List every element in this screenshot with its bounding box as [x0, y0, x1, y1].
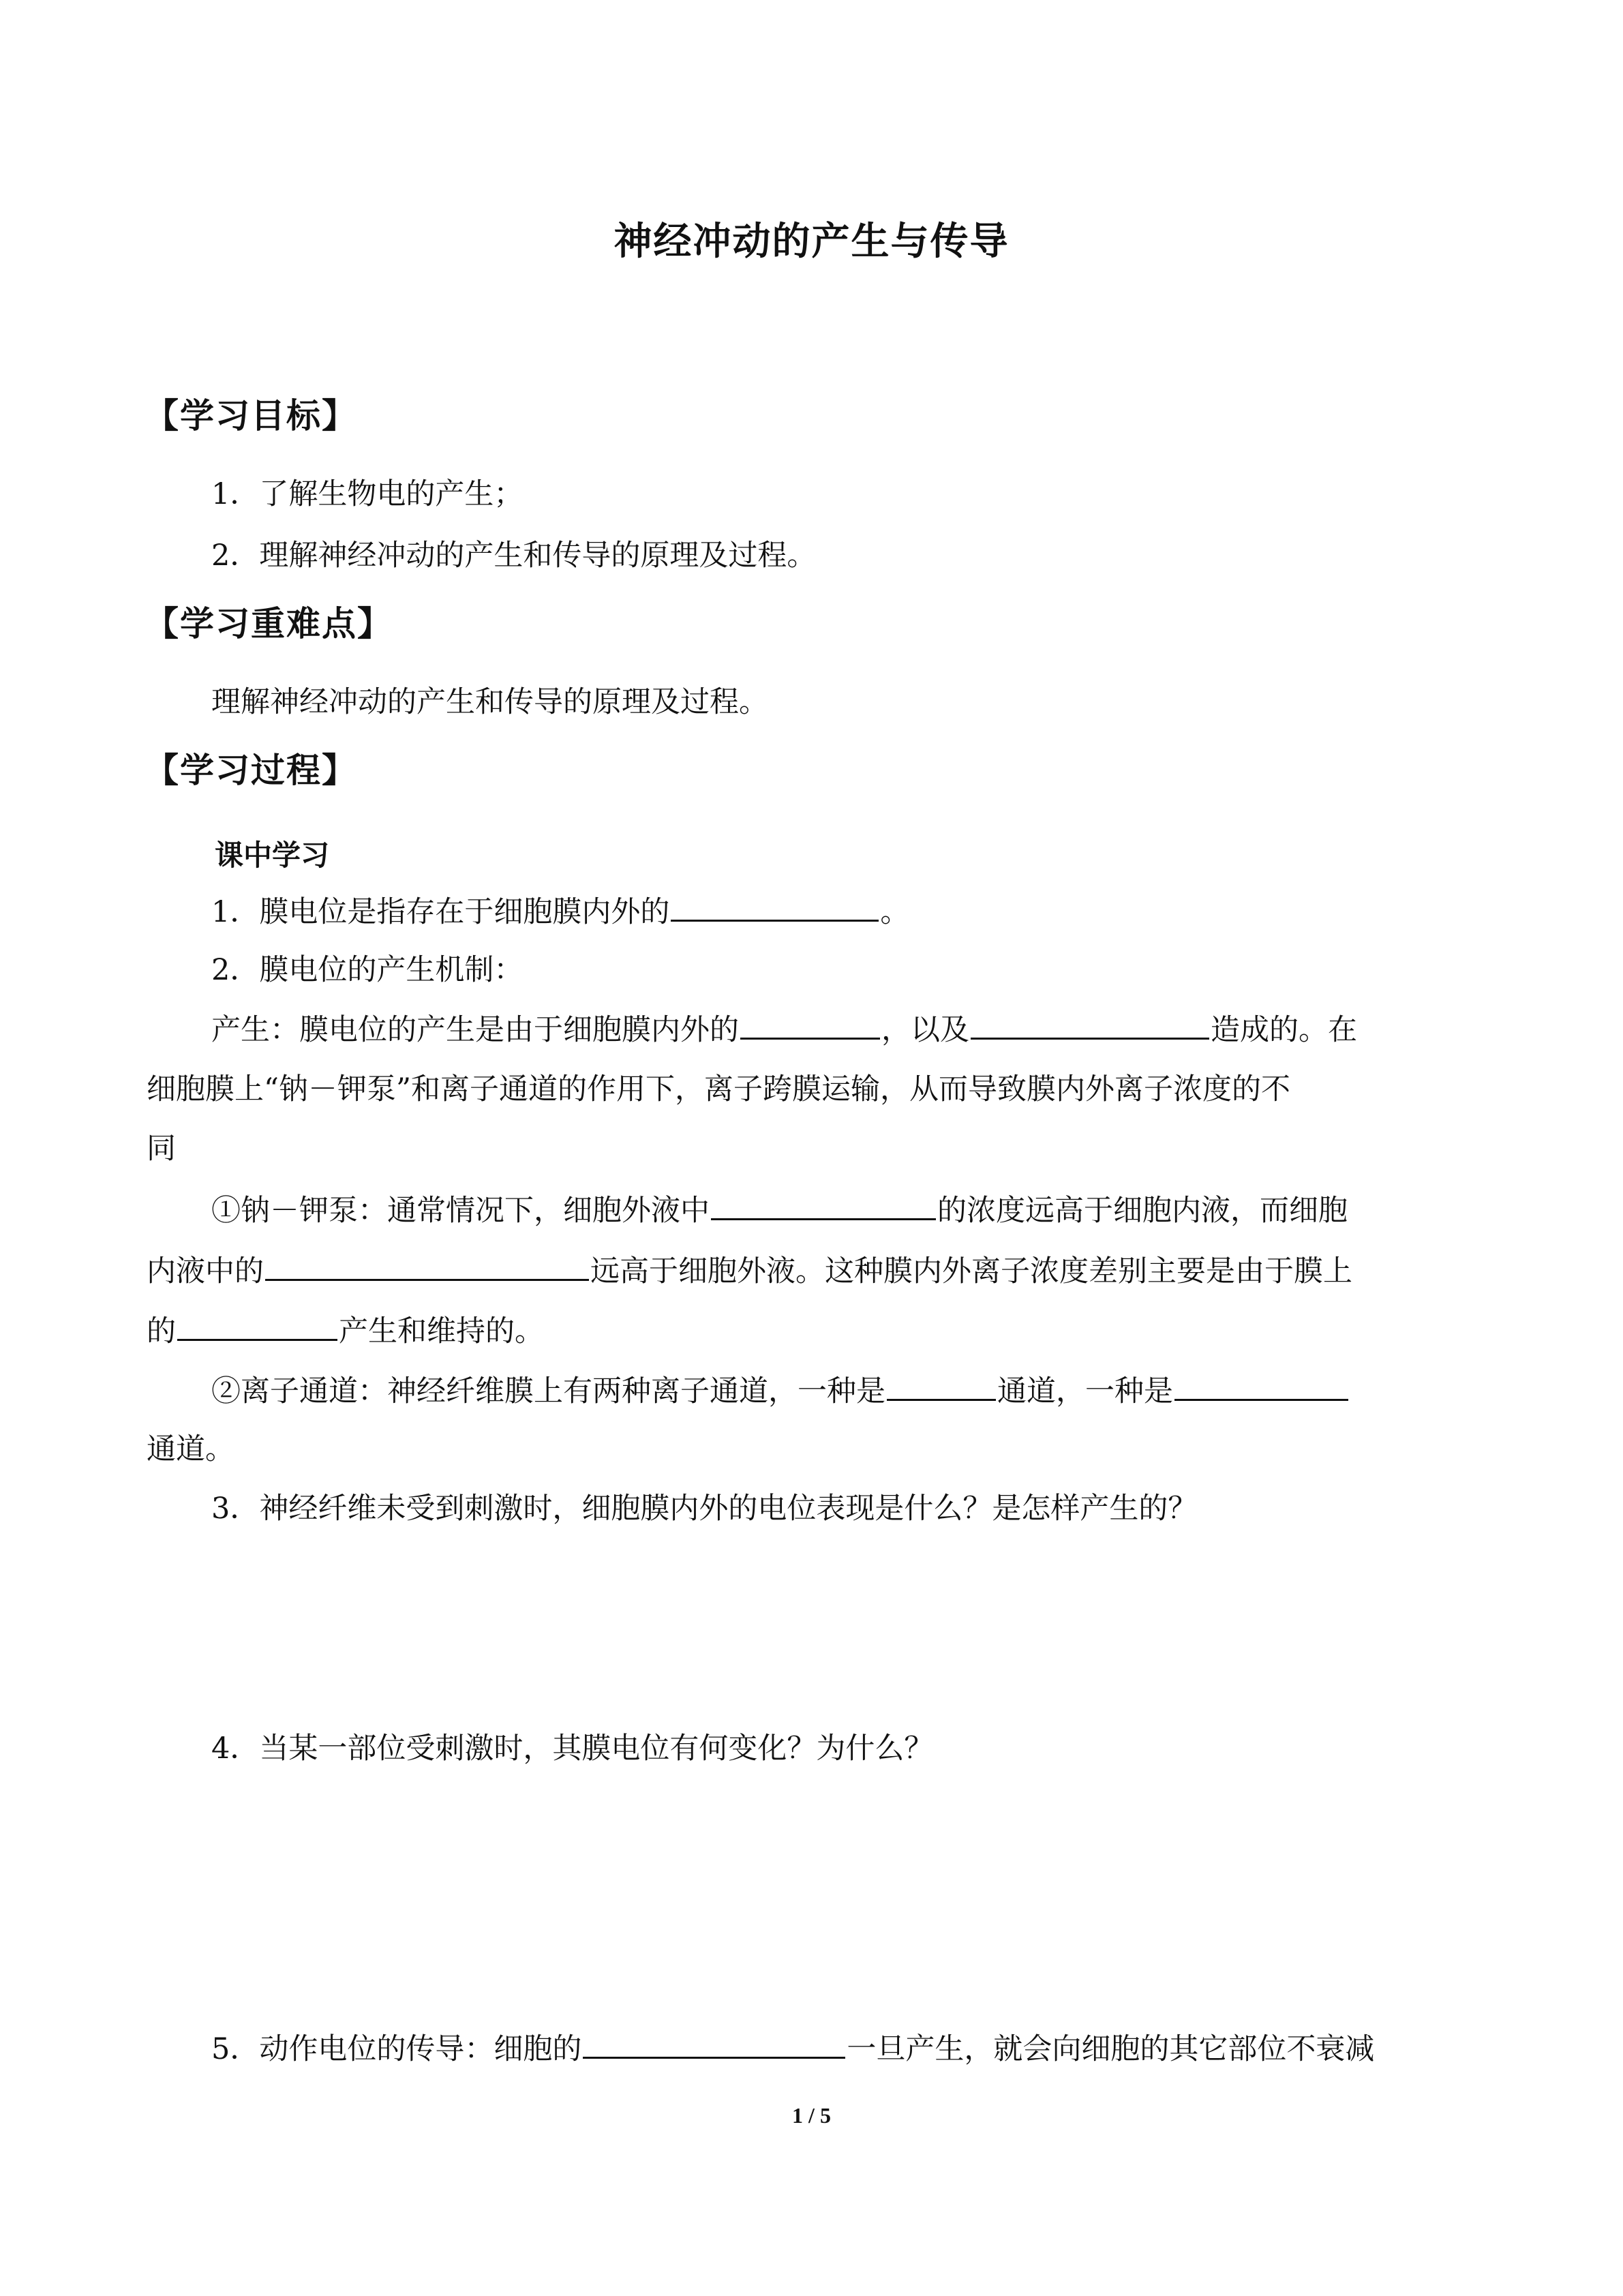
process-heading: 【学习过程】 [145, 751, 357, 790]
goal-1: 1．了解生物电的产生； [211, 477, 524, 511]
page-title: 神经冲动的产生与传导 [613, 220, 1010, 264]
pump-line-3 [147, 1309, 544, 1352]
pump3-text-end: 产生和维持的。 [339, 1314, 544, 1348]
question-2a-end: 造成的。在 [1211, 1013, 1357, 1047]
goals-heading: 【学习目标】 [145, 396, 357, 436]
goal-2: 2．理解神经冲动的产生和传导的原理及过程。 [211, 539, 817, 573]
question-1-text: 1．膜电位是指存在于细胞膜内外的 [211, 895, 670, 929]
answer-blank[interactable] [740, 1008, 880, 1040]
answer-blank[interactable] [1174, 1369, 1348, 1401]
page-number: 1 / 5 [792, 2103, 831, 2128]
question-2-continued-2: 同 [147, 1132, 176, 1166]
answer-blank[interactable] [177, 1309, 337, 1341]
channel-text-mid: 通道，一种是 [997, 1374, 1173, 1408]
question-2-continued: 细胞膜上“钠－钾泵”和离子通道的作用下，离子跨膜运输，从而导致膜内外离子浓度的不 [147, 1072, 1290, 1106]
question-2a-mid: ，以及 [881, 1013, 969, 1047]
question-5-text: 5．动作电位的传导：细胞的 [211, 2032, 582, 2066]
answer-blank[interactable] [583, 2027, 845, 2059]
key-points-text: 理解神经冲动的产生和传导的原理及过程。 [211, 685, 768, 719]
key-points-heading: 【学习重难点】 [145, 604, 393, 644]
answer-blank[interactable] [887, 1369, 996, 1401]
question-4: 4．当某一部位受刺激时，其膜电位有何变化？为什么？ [211, 1732, 934, 1766]
pump-line-2 [147, 1249, 1352, 1292]
answer-blank[interactable] [971, 1008, 1209, 1040]
answer-blank[interactable] [671, 890, 879, 922]
sodium-potassium-pump [211, 1188, 1348, 1231]
pump-text-end: 的浓度远高于细胞内液，而细胞 [937, 1194, 1348, 1228]
question-3: 3．神经纤维未受到刺激时，细胞膜内外的电位表现是什么？是怎样产生的？ [211, 1492, 1198, 1526]
pump-text: ①钠－钾泵：通常情况下，细胞外液中 [211, 1194, 710, 1228]
answer-blank[interactable] [265, 1249, 589, 1281]
question-2: 2．膜电位的产生机制： [211, 953, 524, 987]
question-5 [211, 2027, 1374, 2070]
question-2a-text: 产生：膜电位的产生是由于细胞膜内外的 [211, 1013, 739, 1047]
pump3-text: 的 [147, 1314, 176, 1348]
ion-channel [211, 1369, 1350, 1412]
ion-channel-end: 通道。 [147, 1432, 234, 1466]
pump2-text: 内液中的 [147, 1254, 264, 1288]
question-5-end: 一旦产生，就会向细胞的其它部位不衰减 [847, 2032, 1375, 2066]
channel-text: ②离子通道：神经纤维膜上有两种离子通道，一种是 [211, 1374, 885, 1408]
question-2-generation [211, 1008, 1357, 1051]
question-1-end: 。 [880, 895, 910, 929]
answer-blank[interactable] [711, 1188, 936, 1220]
in-class-subheading: 课中学习 [215, 839, 330, 872]
question-1 [211, 890, 909, 933]
pump2-text-end: 远高于细胞外液。这种膜内外离子浓度差别主要是由于膜上 [590, 1254, 1352, 1288]
